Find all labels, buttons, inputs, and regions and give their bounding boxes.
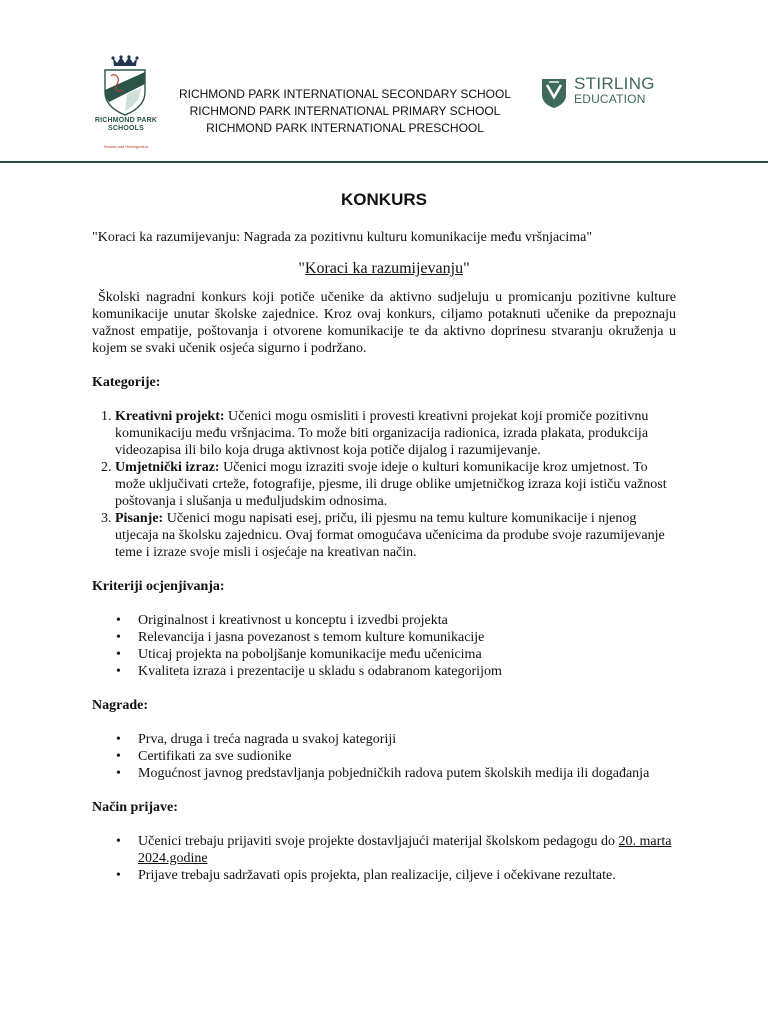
logo-subtitle: Bosnia and Herzegovina — [104, 144, 148, 149]
application-list — [92, 833, 676, 884]
criterion-text: Originalnost i kreativnost u konceptu i izvedbi projekta — [138, 613, 448, 628]
list-item — [115, 408, 676, 459]
education-line: EDUCATION — [574, 92, 646, 106]
bullet-icon: • — [116, 647, 121, 662]
document-body — [92, 188, 676, 901]
awards-list — [92, 731, 676, 782]
deadline-date: 20. marta 2024.godine — [138, 834, 672, 866]
bullet-icon: • — [116, 664, 121, 679]
list-item — [116, 731, 676, 748]
bullet-icon: • — [116, 749, 121, 764]
intro-paragraph: Školski nagradni konkurs koji potiče učenike da aktivno sudjeluju u promicanju pozitivne kulture komunikacije unutar školske zajednice. Kroz ovaj konkurs, ciljamo potaknuti učenike da prepoznaju važnost empatije, poštovanja i otvorene komunikacije te da aktivno doprinesu stvaranju okruženja u kojem se svaki učenik osjeća sigurno i podržano. — [92, 290, 676, 356]
school-line-primary: RICHMOND PARK INTERNATIONAL PRIMARY SCHOOL — [189, 104, 501, 118]
list-item — [115, 510, 676, 561]
bullet-icon: • — [116, 766, 121, 781]
category-text: Učenici mogu napisati esej, priču, ili pjesmu na temu kulture komunikacije i njenog utjecaja na školsku zajednicu. Ovaj format omogućava učenicima da prodube svoje razumijevanje teme i izraze svoje misli i osjećaje na kreativan način. — [115, 511, 665, 560]
school-line-secondary: RICHMOND PARK INTERNATIONAL SECONDARY SCHOOL — [178, 87, 512, 101]
categories-heading: Kategorije: — [92, 375, 161, 390]
stirling-line: STIRLING — [574, 74, 655, 93]
list-item — [116, 748, 676, 765]
list-item — [116, 833, 676, 867]
bullet-icon: • — [116, 630, 121, 645]
list-item — [115, 459, 676, 510]
award-text: Certifikati za sve sudionike — [138, 749, 292, 764]
criterion-text: Kvaliteta izraza i prezentacije u skladu s odabranom kategorijom — [138, 664, 502, 679]
bullet-icon: • — [116, 868, 121, 883]
category-name: Umjetnički izraz: — [115, 460, 220, 475]
list-item — [116, 629, 676, 646]
stirling-wordmark — [574, 76, 655, 106]
bullet-icon: • — [116, 613, 121, 628]
stirling-education-shield-icon — [540, 77, 568, 109]
richmond-park-crest-icon — [101, 54, 149, 116]
list-item — [116, 646, 676, 663]
letterhead — [0, 0, 768, 165]
category-text: Učenici mogu izraziti svoje ideje o kulturi komunikacije kroz umjetnost. To može uključivati crteže, fotografije, pjesme, ili druge oblike umjetničkog izraza koji ističu važnost poštovanja i slušanja u međuljudskim odnosima. — [115, 460, 667, 509]
awards-heading: Nagrade: — [92, 698, 148, 713]
list-item — [116, 663, 676, 680]
subtitle-text: Koraci ka razumijevanju — [304, 260, 464, 277]
application-heading: Način prijave: — [92, 800, 178, 815]
subtitle-quote-open: " — [298, 260, 305, 277]
application-text: Učenici trebaju prijaviti svoje projekte dostavljajući materijal školskom pedagogu do — [138, 834, 619, 849]
award-text: Prva, druga i treća nagrada u svakoj kategoriji — [138, 732, 397, 747]
list-item — [116, 612, 676, 629]
list-item — [116, 765, 676, 782]
header-divider — [0, 161, 768, 163]
logo-name: RICHMOND PARK SCHOOLS — [94, 117, 158, 132]
stirling-education-logo — [540, 76, 660, 112]
criterion-text: Uticaj projekta na poboljšanje komunikacije među učenicima — [138, 647, 482, 662]
bullet-icon: • — [116, 834, 121, 849]
contest-subtitle — [92, 260, 676, 277]
list-item — [116, 867, 676, 884]
criterion-text: Relevancija i jasna povezanost s temom kulture komunikacije — [138, 630, 485, 645]
school-line-preschool: RICHMOND PARK INTERNATIONAL PRESCHOOL — [206, 121, 484, 135]
subtitle-quote-close: " — [463, 260, 470, 277]
category-text: Učenici mogu osmisliti i provesti kreativni projekat koji promiče pozitivnu komunikaciju među vršnjacima. To može biti organizacija radionica, izrada plakata, produkcija videozapisa ili bilo koja druga aktivnost koja potiče dijalog i razumijevanje. — [115, 409, 649, 458]
criteria-heading: Kriteriji ocjenjivanja: — [92, 579, 225, 594]
contest-full-name: "Koraci ka razumijevanju: Nagrada za pozitivnu kulturu komunikacije među vršnjacima" — [92, 230, 593, 245]
award-text: Mogućnost javnog predstavljanja pobjedničkih radova putem školskih medija ili događanja — [138, 766, 650, 781]
category-name: Pisanje: — [115, 511, 164, 526]
school-names — [160, 86, 530, 137]
application-text: Prijave trebaju sadržavati opis projekta, plan realizacije, ciljeve i očekivane rezultate. — [138, 868, 616, 883]
bullet-icon: • — [116, 732, 121, 747]
criteria-list — [92, 612, 676, 680]
category-name: Kreativni projekt: — [115, 409, 225, 424]
document-title: KONKURS — [341, 190, 427, 209]
categories-list — [92, 408, 676, 561]
